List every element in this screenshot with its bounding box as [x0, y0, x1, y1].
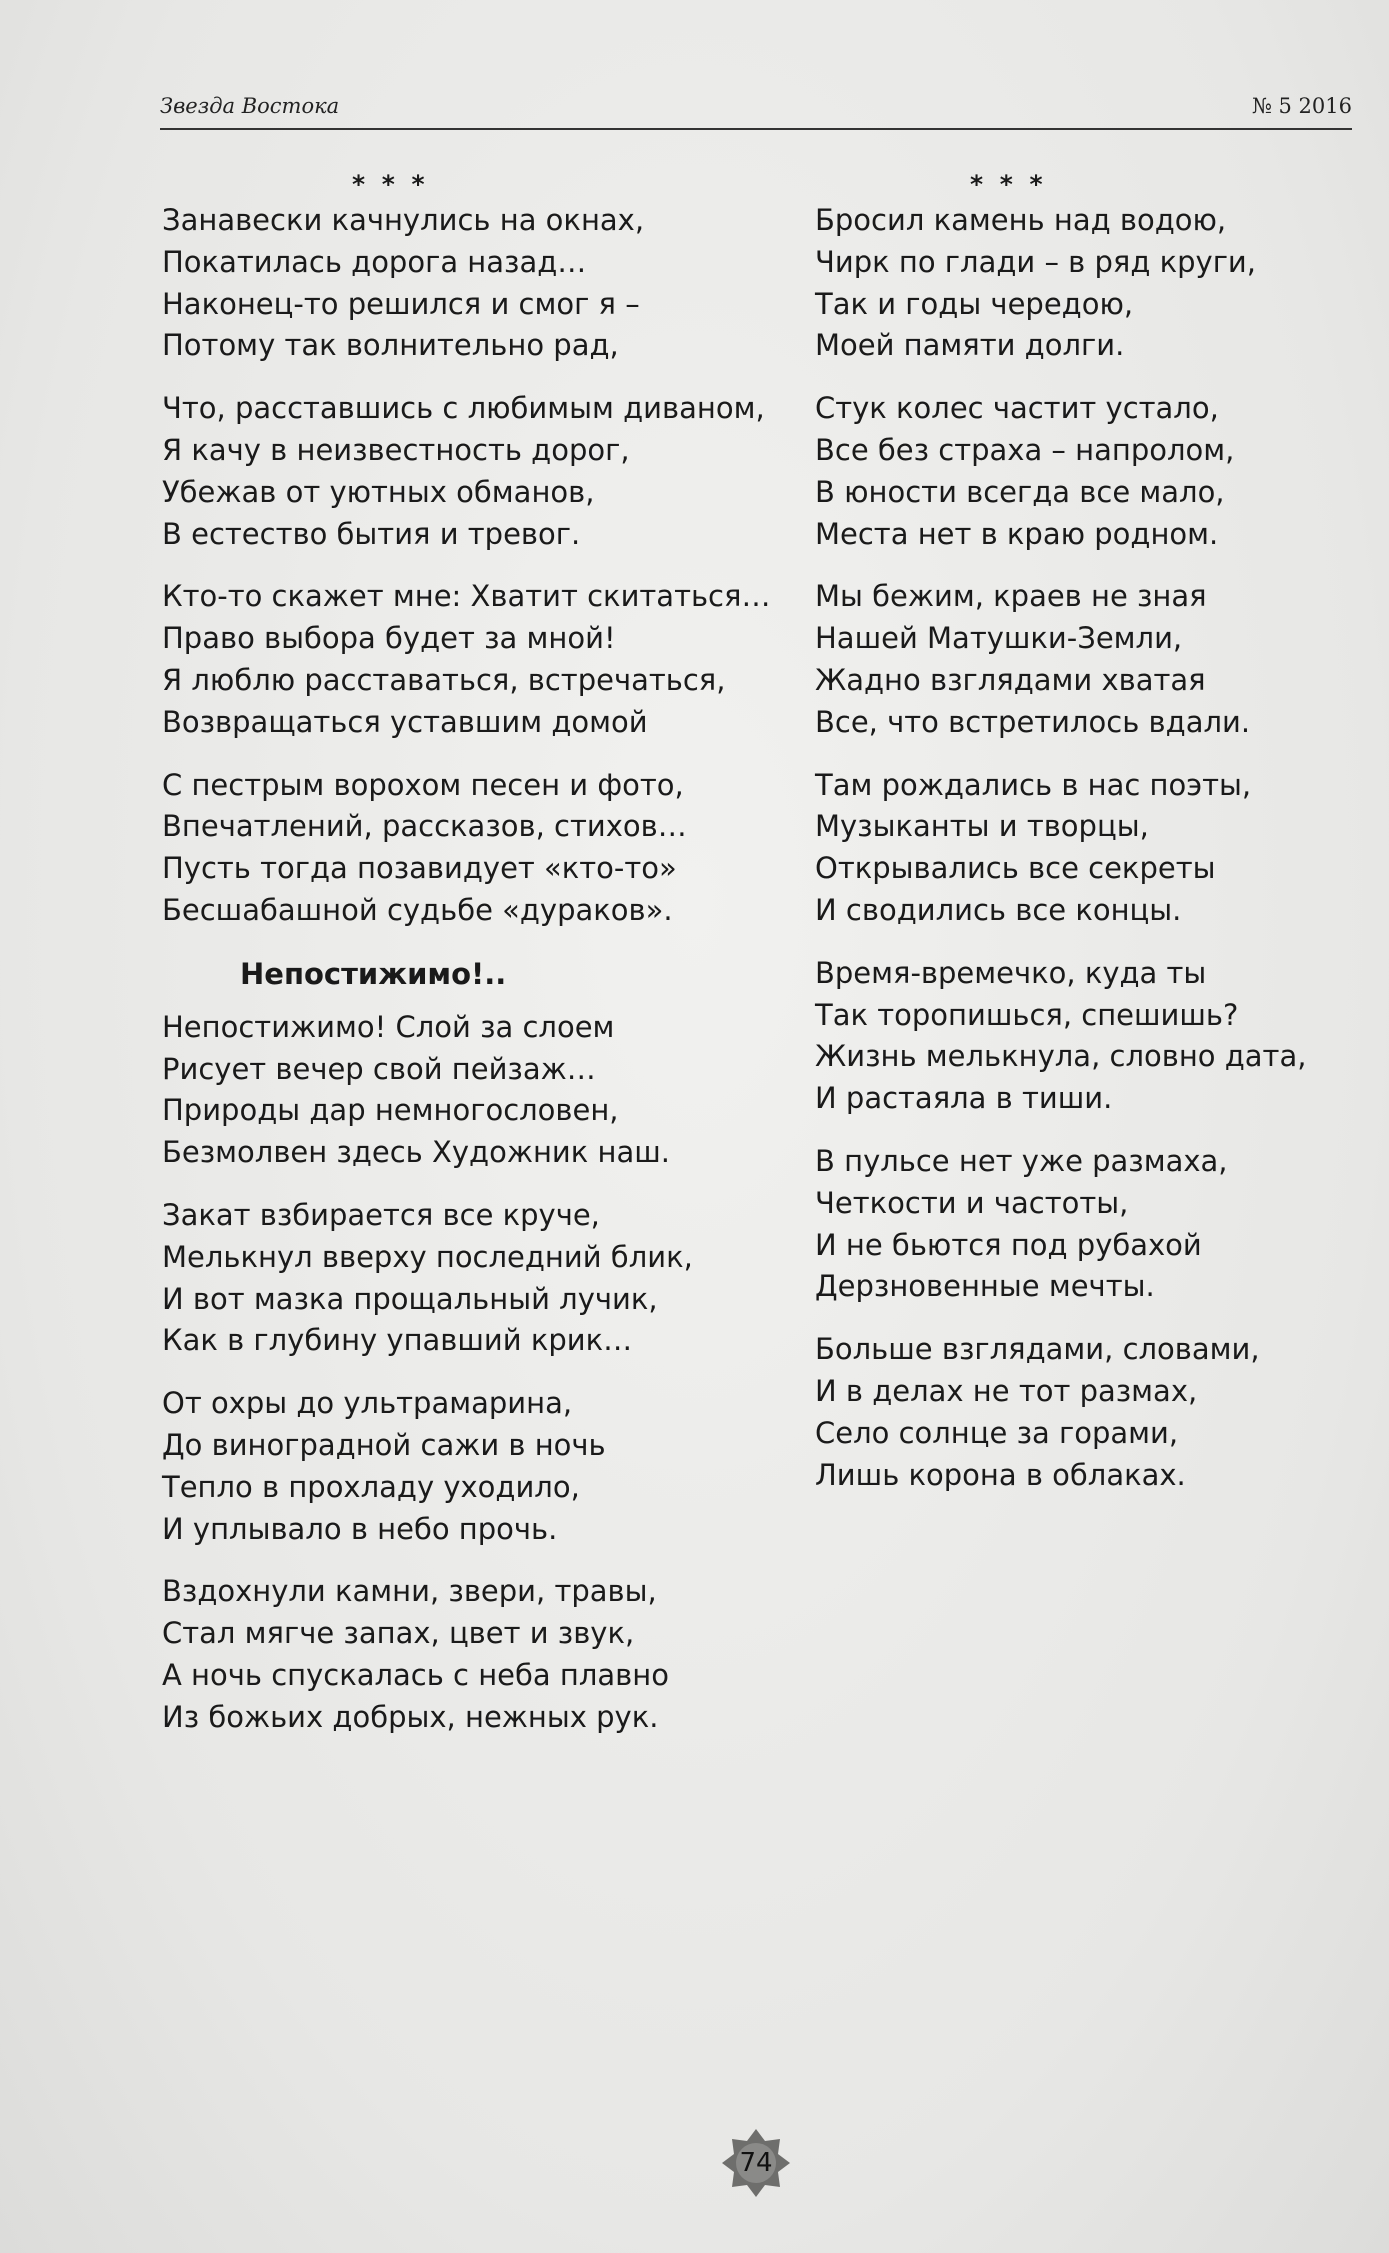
- poem3-line: Четкости и частоты,: [815, 1185, 1129, 1220]
- poem1-line: Занавески качнулись на окнах,: [162, 203, 645, 237]
- poem3-stanza: [815, 953, 1335, 1120]
- poem2-line: Как в глубину упавший крик…: [162, 1323, 633, 1358]
- poem2-line: Природы дар немногословен,: [162, 1093, 619, 1128]
- poem3-stanza: [815, 200, 1335, 367]
- poem2-line: От охры до ультрамарина,: [162, 1386, 573, 1421]
- poem3-line: Так и годы чередою,: [815, 286, 1134, 321]
- poem1-line: Я качу в неизвестность дорог,: [162, 432, 630, 467]
- poem3-line: Больше взглядами, словами,: [815, 1332, 1260, 1367]
- poem1-line: Я люблю расставаться, встречаться,: [162, 662, 726, 697]
- poem1-line: Наконец-то решился и смог я –: [162, 286, 640, 321]
- issue-number: № 5 2016: [1251, 94, 1352, 118]
- poem1-stanza: [162, 765, 752, 932]
- poem2-line: И вот мазка прощальный лучик,: [162, 1281, 658, 1316]
- poem3-body: [815, 200, 1335, 1496]
- poem3-line: В юности всегда все мало,: [815, 474, 1225, 509]
- poem2-stanza: [162, 1571, 752, 1738]
- page-number: 74: [739, 2148, 773, 2178]
- poem2-line: До виноградной сажи в ночь: [162, 1427, 606, 1462]
- poem1-line: Возвращаться уставшим домой: [162, 704, 648, 739]
- poem2-line: Из божьих добрых, нежных рук.: [162, 1699, 659, 1734]
- poem3-line: И не бьются под рубахой: [815, 1227, 1202, 1262]
- poem3-line: Все, что встретилось вдали.: [815, 704, 1251, 739]
- poem3-line: Нашей Матушки-Земли,: [815, 621, 1183, 656]
- poem3-line: Жадно взглядами хватая: [815, 662, 1206, 697]
- journal-title: Звезда Востока: [160, 94, 340, 118]
- poem2-body: [162, 1007, 752, 1739]
- poem1-stanza: [162, 388, 765, 555]
- poem1-line: Что, расставшись с любимым диваном,: [162, 391, 765, 426]
- poem3-line: И растаяла в тиши.: [815, 1081, 1113, 1116]
- poem2-line: Непостижимо! Слой за слоем: [162, 1009, 615, 1044]
- poem1-body: [162, 200, 771, 932]
- poem2-line: Закат взбирается все круче,: [162, 1197, 600, 1232]
- poem2-line: Безмолвен здесь Художник наш.: [162, 1135, 670, 1170]
- poem3-line: Музыканты и творцы,: [815, 809, 1149, 844]
- poem3-line: Дерзновенные мечты.: [815, 1269, 1155, 1304]
- poem2-line: Стал мягче запах, цвет и звук,: [162, 1616, 635, 1651]
- poem3-line: И в делах не тот размах,: [815, 1373, 1198, 1408]
- poem3-line: Места нет в краю родном.: [815, 516, 1219, 551]
- poem3-line: Все без страха – напролом,: [815, 432, 1235, 467]
- poem1-line: Впечатлений, рассказов, стихов…: [162, 809, 687, 844]
- bleed-through: [170, 138, 178, 166]
- left-column: [162, 170, 771, 1760]
- right-column: [815, 170, 1335, 1517]
- poem3-line: Чирк по глади – в ряд круги,: [815, 244, 1256, 279]
- poem2-line: И уплывало в небо прочь.: [162, 1511, 558, 1546]
- poem2-title: Непостижимо!..: [240, 956, 507, 991]
- poem3-stanza: [815, 576, 1335, 743]
- poem3-stars: * * *: [970, 170, 1047, 199]
- poem1-line: С пестрым ворохом песен и фото,: [162, 767, 684, 802]
- poem2-line: А ночь спускалась с неба плавно: [162, 1657, 669, 1692]
- poem3-line: Моей памяти долги.: [815, 328, 1125, 363]
- poem2-line: Рисует вечер свой пейзаж…: [162, 1051, 596, 1086]
- poem2-stanza: [162, 1383, 752, 1550]
- poem3-line: Лишь корона в облаках.: [815, 1457, 1186, 1492]
- poem2-stanza: [162, 1007, 752, 1174]
- poem1-line: Право выбора будет за мной!: [162, 621, 616, 656]
- poem1-line: Потому так волнительно рад,: [162, 328, 619, 363]
- poem3-stanza: [815, 1141, 1335, 1308]
- poem1-line: Убежав от уютных обманов,: [162, 474, 595, 509]
- poem3-stanza: [815, 765, 1335, 932]
- poem3-stanza: [815, 388, 1335, 555]
- poem3-line: В пульсе нет уже размаха,: [815, 1143, 1228, 1178]
- poem1-line: Пусть тогда позавидует «кто-то»: [162, 851, 677, 886]
- poem2-stanza: [162, 1195, 752, 1362]
- poem1-stanza: [162, 576, 771, 743]
- poem1-stars: * * *: [352, 170, 429, 199]
- poem3-line: Так торопишься, спешишь?: [815, 997, 1239, 1032]
- poem3-line: Время-времечко, куда ты: [815, 955, 1207, 990]
- poem3-line: Мы бежим, краев не зная: [815, 579, 1207, 614]
- poem2-line: Тепло в прохладу уходило,: [162, 1469, 580, 1504]
- poem3-line: Село солнце за горами,: [815, 1415, 1179, 1450]
- page-header: [160, 88, 1352, 128]
- poem1-line: Кто-то скажет мне: Хватит скитаться…: [162, 579, 771, 614]
- poem1-line: Бесшабашной судьбе «дураков».: [162, 892, 673, 927]
- poem1-line: Покатилась дорога назад…: [162, 244, 587, 279]
- page-number-badge: [720, 2127, 792, 2199]
- poem2-line: Мелькнул вверху последний блик,: [162, 1239, 693, 1274]
- poem3-line: Открывались все секреты: [815, 851, 1216, 886]
- poem2-line: Вздохнули камни, звери, травы,: [162, 1574, 657, 1609]
- poem3-line: И сводились все концы.: [815, 892, 1182, 927]
- poem1-line: В естество бытия и тревог.: [162, 516, 581, 551]
- poem3-line: Жизнь мелькнула, словно дата,: [815, 1039, 1307, 1074]
- poem3-line: Стук колес частит устало,: [815, 391, 1219, 426]
- poem1-stanza: [162, 200, 752, 367]
- poem3-line: Там рождались в нас поэты,: [815, 767, 1252, 802]
- header-rule: [160, 128, 1352, 130]
- poem3-stanza: [815, 1329, 1335, 1496]
- poem3-line: Бросил камень над водою,: [815, 203, 1227, 237]
